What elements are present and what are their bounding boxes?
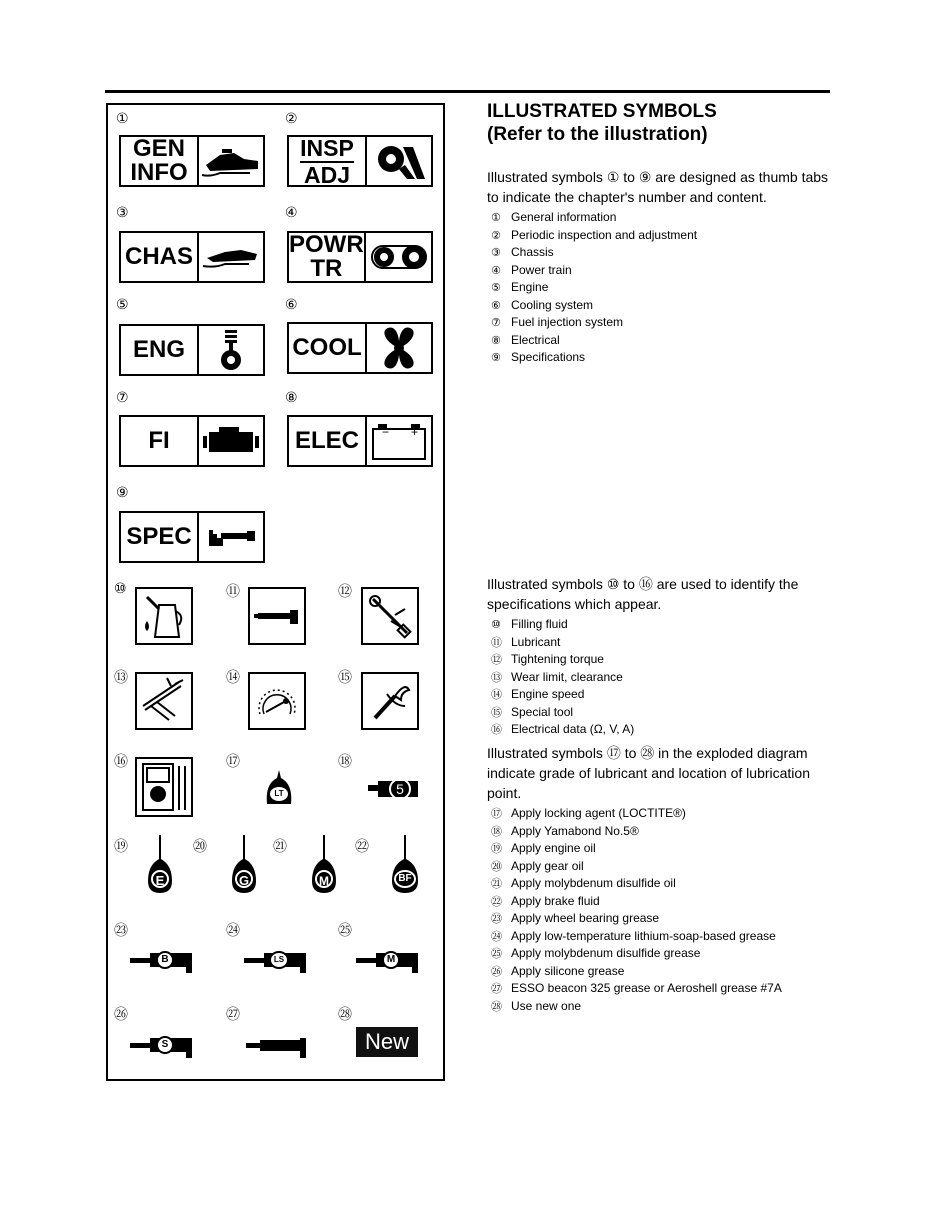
list-item-text: Apply silicone grease	[511, 963, 625, 978]
number-27: ㉗	[226, 1007, 240, 1023]
tightening-torque-icon	[361, 587, 419, 645]
silicone-grease-icon	[128, 1034, 200, 1058]
list-item	[487, 980, 832, 998]
list-item-text: ESSO beacon 325 grease or Aeroshell grease #7A	[511, 981, 782, 995]
list-item-text: Apply Yamabond No.5®	[511, 823, 639, 838]
number-20: ⑳	[193, 839, 207, 855]
list-item-number: ⑦	[491, 316, 501, 329]
engine-oil-label: E	[151, 870, 169, 888]
list-item-text: Fuel injection system	[511, 315, 624, 329]
lithium-grease-label: LS	[269, 951, 289, 969]
tab-spec-label: SPEC	[121, 513, 199, 561]
list-item-number: ⑳	[491, 859, 502, 873]
tab-eng-label: ENG	[121, 326, 199, 374]
list-item	[487, 297, 832, 315]
list-item-number: ㉒	[491, 894, 502, 908]
number-8: ⑧	[285, 390, 298, 406]
list-item-number: ㉕	[491, 947, 502, 960]
list-item-text: Periodic inspection and adjustment	[511, 227, 698, 242]
intro-thumb-tabs: Illustrated symbols ① to ⑨ are designed as thumb tabs to indicate the chapter's number and content.	[487, 169, 829, 205]
thumb-tab-list	[487, 209, 832, 367]
list-item-number: ㉔	[491, 929, 502, 943]
battery-icon	[367, 417, 431, 465]
list-item-text: Engine speed	[511, 687, 585, 701]
list-item	[487, 805, 832, 823]
number-14: ⑭	[226, 670, 240, 686]
list-item	[487, 910, 832, 928]
engine-block-icon	[199, 417, 263, 465]
number-1: ①	[116, 111, 129, 127]
micrometer-icon	[199, 513, 263, 561]
list-item-text: Chassis	[511, 245, 554, 259]
list-item-number: ⑩	[491, 618, 501, 631]
list-item-number: ⑫	[491, 653, 502, 666]
list-item	[487, 209, 832, 227]
fan-icon	[367, 324, 431, 372]
tab-elec-label: ELEC	[289, 417, 367, 465]
tab-insp-adj	[287, 135, 433, 187]
number-28: ㉘	[338, 1007, 352, 1023]
piston-icon	[199, 326, 263, 374]
list-item-number: ㉗	[491, 982, 502, 995]
tachometer-icon	[248, 672, 306, 730]
tab-powr-label: POWR	[289, 231, 364, 258]
tab-chas-label: CHAS	[121, 233, 199, 281]
tab-fi-label: FI	[121, 417, 199, 465]
section-subheading: (Refer to the illustration)	[487, 124, 708, 145]
list-item-number: ③	[491, 246, 501, 259]
locking-agent-label: LT	[270, 787, 288, 801]
filling-fluid-icon	[135, 587, 193, 645]
list-item-number: ⑥	[491, 298, 501, 312]
symbols-panel	[106, 103, 445, 1081]
list-item	[487, 349, 832, 367]
list-item-number: ㉓	[491, 912, 502, 925]
number-3: ③	[116, 205, 129, 221]
intro-lubricants: Illustrated symbols ⑰ to ㉘ in the exploded diagram indicate grade of lubricant and location of lubrication point.	[487, 745, 810, 801]
list-item-number: ⑬	[491, 670, 502, 684]
tab-info-label: INFO	[130, 159, 188, 186]
new-part-label: New	[356, 1027, 418, 1057]
list-item-number: ㉖	[491, 964, 502, 978]
tab-elec	[287, 415, 433, 467]
list-item-number: ⑯	[491, 723, 502, 736]
tab-gen-label: GEN	[132, 135, 185, 162]
lubricant-icon	[248, 587, 306, 645]
number-15: ⑮	[338, 670, 352, 686]
list-item-number: ⑨	[491, 351, 501, 364]
list-item-text: Apply engine oil	[511, 841, 596, 855]
list-item	[487, 634, 832, 652]
tab-cool-label: COOL	[289, 324, 367, 372]
list-item-text: Filling fluid	[511, 617, 568, 631]
number-24: ㉔	[226, 923, 240, 939]
list-item	[487, 686, 832, 704]
brake-fluid-icon	[390, 835, 420, 895]
list-item-text: Apply wheel bearing grease	[511, 911, 660, 925]
list-item-text: Cooling system	[511, 297, 594, 312]
tab-tr-label: TR	[310, 255, 343, 282]
list-item-text: Lubricant	[511, 634, 561, 649]
list-item-text: Apply gear oil	[511, 858, 584, 873]
belt-pulley-icon	[366, 233, 432, 281]
number-17: ⑰	[226, 754, 240, 770]
lithium-grease-icon	[242, 949, 314, 973]
list-item-text: Apply brake fluid	[511, 893, 600, 908]
list-item	[487, 262, 832, 280]
list-item	[487, 928, 832, 946]
battery-plus: +	[411, 425, 419, 439]
tab-chas	[119, 231, 265, 283]
number-23: ㉓	[114, 923, 128, 939]
locking-agent-icon	[263, 770, 295, 806]
yamabond-icon	[366, 775, 422, 801]
tab-eng	[119, 324, 265, 376]
number-9: ⑨	[116, 485, 129, 501]
battery-minus: −	[382, 425, 390, 439]
list-item-number: ①	[491, 211, 501, 224]
list-item	[487, 279, 832, 297]
wheel-bearing-grease-icon	[128, 949, 200, 973]
tab-cool	[287, 322, 433, 374]
list-item	[487, 823, 832, 841]
right-column	[487, 100, 832, 146]
list-item-number: ㉘	[491, 999, 502, 1013]
tab-gen-info	[119, 135, 265, 187]
number-19: ⑲	[114, 839, 128, 855]
list-item	[487, 314, 832, 332]
engine-oil-icon	[146, 835, 174, 895]
number-21: ㉑	[273, 839, 287, 855]
list-item-text: Apply locking agent (LOCTITE®)	[511, 806, 686, 820]
list-item-number: ⑧	[491, 333, 501, 347]
brake-fluid-label: BF	[394, 870, 416, 888]
number-18: ⑱	[338, 754, 352, 770]
list-item-text: General information	[511, 210, 617, 224]
number-22: ㉒	[355, 839, 369, 855]
list-item-text: Apply molybdenum disulfide grease	[511, 946, 701, 960]
silicone-grease-label: S	[156, 1036, 174, 1054]
list-item-number: ⑤	[491, 281, 501, 294]
list-item	[487, 893, 832, 911]
list-item	[487, 840, 832, 858]
number-10: ⑩	[114, 581, 127, 597]
wheel-bearing-label: B	[156, 951, 174, 969]
wrench-icon	[367, 137, 431, 185]
list-item-text: Tightening torque	[511, 652, 604, 666]
list-item	[487, 704, 832, 722]
list-item	[487, 616, 832, 634]
molybdenum-oil-label: M	[315, 870, 333, 888]
snowmobile-icon	[199, 137, 263, 185]
number-13: ⑬	[114, 670, 128, 686]
list-item-number: ⑲	[491, 842, 502, 855]
tab-insp-label: INSP	[300, 134, 354, 161]
list-item-number: ㉑	[491, 877, 502, 890]
molybdenum-grease-icon	[354, 949, 426, 973]
esso-grease-icon	[244, 1034, 316, 1058]
list-item	[487, 945, 832, 963]
list-item-text: Apply molybdenum disulfide oil	[511, 876, 676, 890]
list-item	[487, 244, 832, 262]
yamabond-label: 5	[389, 778, 411, 800]
caliper-icon	[135, 672, 193, 730]
list-item-number: ⑭	[491, 688, 502, 701]
section-heading: ILLUSTRATED SYMBOLS	[487, 101, 717, 122]
list-item-number: ⑰	[491, 807, 502, 820]
list-item-text: Electrical	[511, 332, 560, 347]
tab-spec	[119, 511, 265, 563]
top-rule	[105, 90, 830, 93]
number-16: ⑯	[114, 754, 128, 770]
intro-specifications: Illustrated symbols ⑩ to ⑯ are used to identify the specifications which appear.	[487, 576, 799, 612]
lubricant-symbol-list	[487, 805, 832, 1015]
list-item	[487, 998, 832, 1016]
molybdenum-grease-label: M	[382, 951, 400, 969]
list-item-text: Specifications	[511, 350, 586, 364]
gear-oil-icon	[230, 835, 258, 895]
number-7: ⑦	[116, 390, 129, 406]
list-item	[487, 721, 832, 739]
number-5: ⑤	[116, 297, 129, 313]
list-item-text: Apply low-temperature lithium-soap-based grease	[511, 928, 776, 943]
list-item-text: Electrical data (Ω, V, A)	[511, 722, 635, 736]
list-item-text: Use new one	[511, 998, 582, 1013]
list-item-number: ②	[491, 228, 501, 242]
special-tool-icon	[361, 672, 419, 730]
number-11: ⑪	[226, 584, 240, 600]
list-item	[487, 669, 832, 687]
list-item	[487, 858, 832, 876]
number-4: ④	[285, 205, 298, 221]
number-2: ②	[285, 111, 298, 127]
specification-symbol-list	[487, 616, 832, 739]
tab-powr-tr	[287, 231, 433, 283]
number-25: ㉕	[338, 923, 352, 939]
molybdenum-oil-icon	[310, 835, 338, 895]
list-item-number: ④	[491, 263, 501, 277]
gear-oil-label: G	[235, 870, 253, 888]
multimeter-icon	[135, 757, 193, 817]
snowmobile-chassis-icon	[199, 233, 263, 281]
list-item-number: ⑪	[491, 635, 502, 649]
list-item-text: Engine	[511, 280, 549, 294]
list-item	[487, 332, 832, 350]
tab-adj-label: ADJ	[303, 161, 350, 188]
list-item	[487, 963, 832, 981]
list-item-text: Power train	[511, 262, 572, 277]
number-6: ⑥	[285, 297, 298, 313]
number-26: ㉖	[114, 1007, 128, 1023]
list-item	[487, 227, 832, 245]
list-item-text: Special tool	[511, 704, 574, 719]
list-item-text: Wear limit, clearance	[511, 669, 623, 684]
tab-fi	[119, 415, 265, 467]
list-item-number: ⑱	[491, 824, 502, 838]
list-item	[487, 651, 832, 669]
list-item	[487, 875, 832, 893]
list-item-number: ⑮	[491, 705, 502, 719]
number-12: ⑫	[338, 584, 352, 600]
